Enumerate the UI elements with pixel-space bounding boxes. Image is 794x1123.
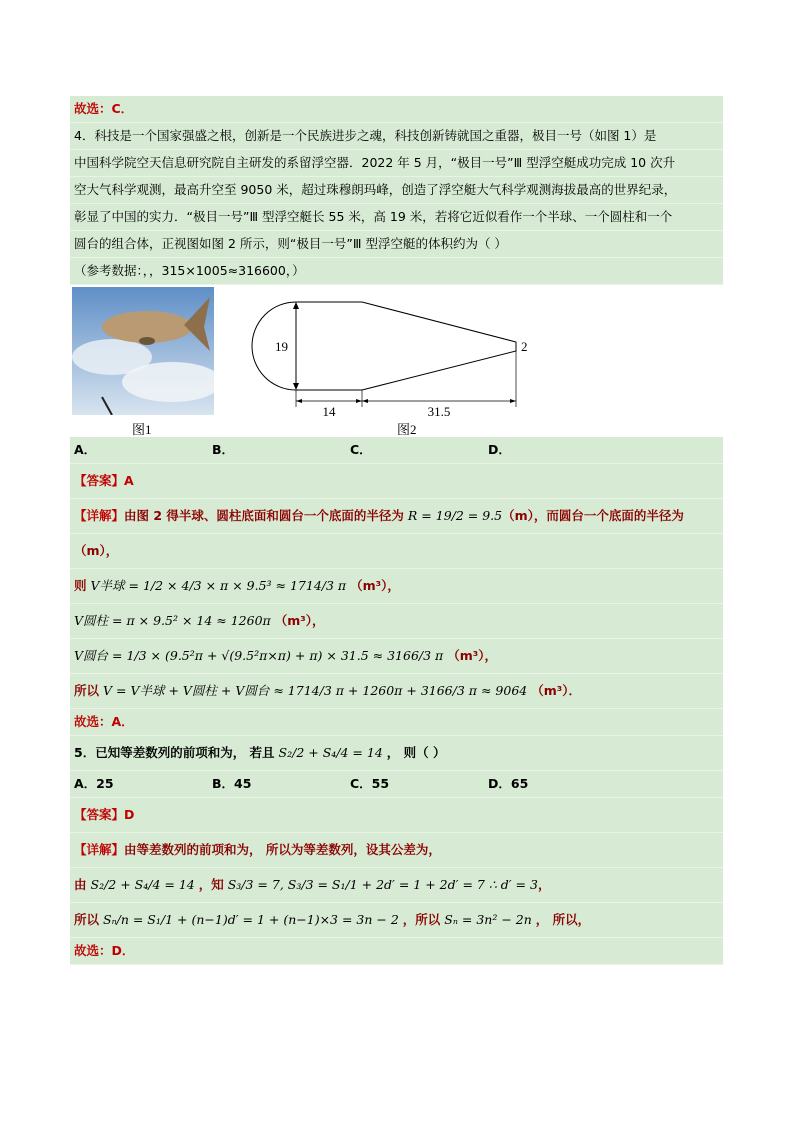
detail-line-2: 则 V半球 = 1/2 × 4/3 × π × 9.5³ ≈ 1714/3 π （m³），	[70, 569, 723, 604]
figure-2-caption: 图2	[397, 422, 417, 437]
answer-tag: 【答案】	[74, 473, 125, 488]
q4-line-5: 圆台的组合体，正视图如图 2 所示，则“极目一号”Ⅲ 型浮空艇的体积约为（ ）	[70, 231, 723, 258]
q5-line: 5．已知等差数列的前项和为， 若且 S₂/2 + S₄/4 = 14 ， 则（ ）	[70, 736, 723, 771]
q5-detail-2: 由 S₂/2 + S₄/4 = 14 ，知 S₃/3 = 7, S₃/3 = S₁/1 + 2d′ = 1 + 2d′ = 7 ∴ d′ = 3，	[70, 868, 723, 903]
label-19: 19	[275, 339, 288, 354]
q5-option-c[interactable]: C．55	[350, 776, 390, 791]
q5-options	[70, 771, 723, 798]
detail-tag: 【详解】	[74, 508, 125, 523]
q5-detail-1: 【详解】由等差数列的前项和为， 所以为等差数列，设其公差为，	[70, 833, 723, 868]
hemisphere-volume: V半球 = 1/2 × 4/3 × π × 9.5³ ≈ 1714/3 π	[90, 578, 347, 593]
total-volume: V = V半球 + V圆柱 + V圆台 ≈ 1714/3 π + 1260π + 3166/3 π ≈ 9064	[103, 683, 528, 698]
q5-option-b[interactable]: B．45	[212, 776, 252, 791]
detail-line-5: 所以 V = V半球 + V圆柱 + V圆台 ≈ 1714/3 π + 1260π + 3166/3 π ≈ 9064 （m³）．	[70, 674, 723, 709]
q4-reference: （参考数据：，，315×1005≈316600，）	[70, 258, 723, 285]
option-b[interactable]: B．	[212, 442, 235, 457]
answer-value: A	[124, 473, 134, 488]
detail-line-1b: （m），	[70, 534, 723, 569]
q4-options	[70, 437, 723, 464]
cylinder-volume: V圆柱 = π × 9.5² × 14 ≈ 1260π	[74, 613, 271, 628]
q5-option-d[interactable]: D．65	[488, 776, 529, 791]
option-a[interactable]: A．	[74, 442, 97, 457]
answer-row	[70, 464, 723, 499]
q5-answer-row: 【答案】D	[70, 798, 723, 833]
q4-line-3: 空大气科学观测，最高升空至 9050 米，超过珠穆朗玛峰，创造了浮空艇大气科学观测海拔最高的世界纪录，	[70, 177, 723, 204]
q5-answer-value: D	[124, 807, 135, 822]
q5-detail-3: 所以 Sₙ/n = S₁/1 + (n−1)d′ = 1 + (n−1)×3 = 3n − 2 ，所以 Sₙ = 3n² − 2n ， 所以，	[70, 903, 723, 938]
q4-line-2: 中国科学院空天信息研究院自主研发的系留浮空器．2022 年 5 月，“极目一号”Ⅲ 型浮空艇成功完成 10 次升	[70, 150, 723, 177]
detail-line-4: V圆台 = 1/3 × (9.5²π + √(9.5²π×π) + π) × 31.5 ≈ 3166/3 π （m³），	[70, 639, 723, 674]
q5-condition: S₂/2 + S₄/4 = 14	[278, 745, 383, 760]
q4-line-1: 4．科技是一个国家强盛之根，创新是一个民族进步之魂，科技创新铸就国之重器，极目一号（如图 1）是	[70, 123, 723, 150]
answer-choice-d: 故选：D．	[70, 938, 723, 965]
solution-content	[70, 96, 723, 965]
front-view-diagram	[250, 285, 550, 425]
label-2: 2	[521, 339, 528, 354]
airship-photo	[72, 287, 214, 415]
detail-line-3: V圆柱 = π × 9.5² × 14 ≈ 1260π （m³），	[70, 604, 723, 639]
answer-choice-c: 故选：C．	[70, 96, 723, 123]
label-31-5: 31.5	[427, 404, 451, 419]
frustum-volume: V圆台 = 1/3 × (9.5²π + √(9.5²π×π) + π) × 31.5 ≈ 3166/3 π	[74, 648, 444, 663]
option-c[interactable]: C．	[350, 442, 372, 457]
radius-expr: R = 19/2 = 9.5	[407, 508, 503, 523]
figure-row	[70, 285, 723, 437]
q5-option-a[interactable]: A．25	[74, 776, 114, 791]
q4-line-4: 彰显了中国的实力．“极目一号”Ⅲ 型浮空艇长 55 米，高 19 米，若将它近似看作一个半球、一个圆柱和一个	[70, 204, 723, 231]
figure-1-caption: 图1	[132, 422, 152, 437]
label-14: 14	[322, 404, 336, 419]
option-d[interactable]: D．	[488, 442, 511, 457]
detail-line-1: 【详解】由图 2 得半球、圆柱底面和圆台一个底面的半径为 R = 19/2 = 9.5（m），而圆台一个底面的半径为	[70, 499, 723, 534]
answer-choice-a: 故选：A．	[70, 709, 723, 736]
